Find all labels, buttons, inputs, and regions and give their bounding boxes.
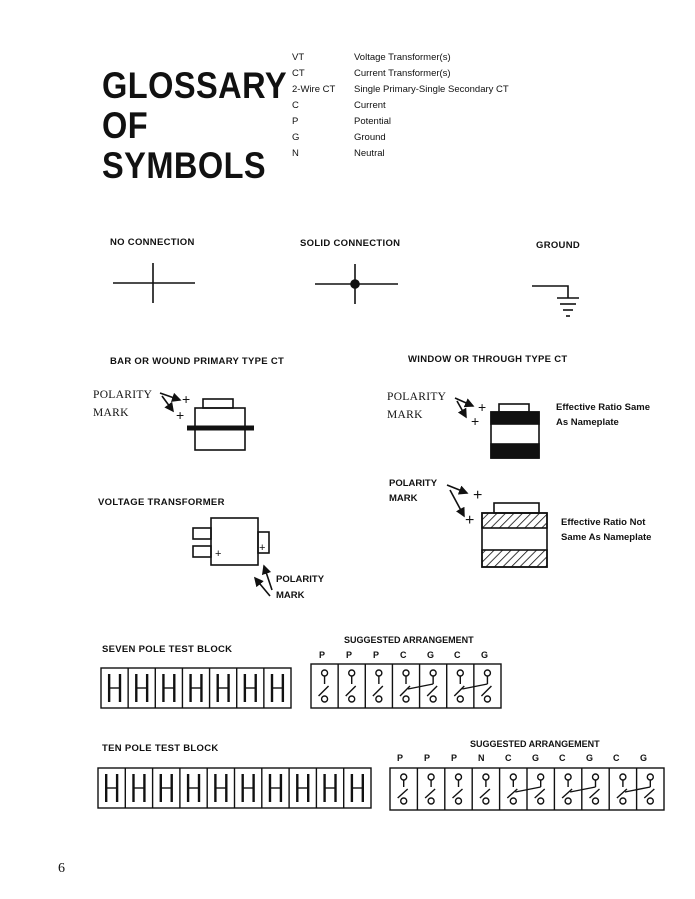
pole-letter: G bbox=[532, 753, 540, 763]
seven-pole-arrangement-heading: SUGGESTED ARRANGEMENT bbox=[344, 635, 474, 645]
vt-polarity-label: POLARITY bbox=[276, 574, 325, 585]
pole-letter: C bbox=[613, 753, 620, 763]
switch bbox=[538, 774, 544, 780]
seven-pole-heading: SEVEN POLE TEST BLOCK bbox=[102, 644, 233, 655]
solid-connection-label: SOLID CONNECTION bbox=[300, 238, 401, 249]
pole-letter: P bbox=[346, 650, 353, 660]
switch bbox=[401, 774, 407, 780]
svg-text:+: + bbox=[471, 413, 480, 429]
switch bbox=[403, 670, 409, 676]
title-line-3: SYMBOLS bbox=[102, 145, 267, 186]
switch bbox=[593, 774, 599, 780]
svg-text:+: + bbox=[176, 407, 185, 423]
svg-text:+: + bbox=[215, 548, 222, 560]
switch bbox=[322, 670, 328, 676]
vt-heading: VOLTAGE TRANSFORMER bbox=[98, 497, 225, 508]
switch bbox=[430, 670, 436, 676]
bar-ct-heading: BAR OR WOUND PRIMARY TYPE CT bbox=[110, 356, 285, 367]
no-connection-symbol bbox=[113, 263, 195, 303]
title-line-1: GLOSSARY bbox=[102, 65, 288, 106]
pole-letter: P bbox=[424, 753, 431, 763]
switch bbox=[456, 774, 462, 780]
switch bbox=[457, 670, 463, 676]
glossary-meaning: Potential bbox=[354, 116, 391, 127]
pole-letter: P bbox=[451, 753, 458, 763]
pole-letter: G bbox=[586, 753, 594, 763]
solid-connection-symbol bbox=[315, 264, 398, 304]
glossary-abbr: VT bbox=[292, 52, 305, 63]
window-ct-heading: WINDOW OR THROUGH TYPE CT bbox=[408, 354, 568, 365]
switch bbox=[647, 774, 653, 780]
glossary-meaning: Neutral bbox=[354, 148, 385, 159]
svg-text:+: + bbox=[473, 487, 483, 504]
ten-pole-arrangement-heading: SUGGESTED ARRANGEMENT bbox=[470, 739, 600, 749]
vt-symbol bbox=[193, 518, 272, 596]
pole-letter: C bbox=[505, 753, 512, 763]
page-number: 6 bbox=[58, 861, 65, 876]
glossary-meaning: Single Primary-Single Secondary CT bbox=[354, 84, 509, 95]
no-connection-label: NO CONNECTION bbox=[110, 237, 195, 248]
bar-ct-mark-label: MARK bbox=[93, 407, 129, 419]
glossary-abbr: N bbox=[292, 148, 299, 159]
window-ct-note-line-1: Effective Ratio Same bbox=[556, 402, 650, 413]
pole-letter: G bbox=[481, 650, 489, 660]
switch bbox=[565, 774, 571, 780]
window-ct2-note-line-2: Same As Nameplate bbox=[561, 532, 652, 543]
glossary-meaning: Ground bbox=[354, 132, 386, 143]
pole-letter: P bbox=[373, 650, 380, 660]
bar-ct-polarity-label: POLARITY bbox=[93, 389, 153, 401]
window-ct2-symbol bbox=[447, 485, 547, 567]
svg-text:+: + bbox=[465, 512, 475, 529]
switch bbox=[620, 774, 626, 780]
switch bbox=[510, 774, 516, 780]
glossary-abbr: 2-Wire CT bbox=[292, 84, 336, 95]
title-line-2: OF bbox=[102, 105, 149, 146]
pole-letter: C bbox=[400, 650, 407, 660]
switch bbox=[484, 670, 490, 676]
pole-letter: P bbox=[319, 650, 326, 660]
pole-letter: G bbox=[640, 753, 648, 763]
window-ct-polarity-label: POLARITY bbox=[387, 391, 447, 403]
window-ct2-mark-label: MARK bbox=[389, 493, 418, 504]
window-ct-symbol bbox=[455, 398, 539, 458]
vt-mark-label: MARK bbox=[276, 590, 305, 601]
window-ct-mark-label: MARK bbox=[387, 409, 423, 421]
glossary-meaning: Current Transformer(s) bbox=[354, 68, 451, 79]
test-blocks bbox=[98, 664, 664, 810]
ground-label: GROUND bbox=[536, 240, 581, 251]
pole-letter: N bbox=[478, 753, 485, 763]
svg-text:+: + bbox=[478, 399, 487, 415]
window-ct-note-line-2: As Nameplate bbox=[556, 417, 619, 428]
switch bbox=[483, 774, 489, 780]
window-ct2-polarity-label: POLARITY bbox=[389, 478, 438, 489]
glossary-abbr: P bbox=[292, 116, 299, 127]
glossary-abbr: C bbox=[292, 100, 299, 111]
svg-text:+: + bbox=[259, 542, 266, 554]
switch bbox=[428, 774, 434, 780]
pole-letter: C bbox=[454, 650, 461, 660]
window-ct2-note-line-1: Effective Ratio Not bbox=[561, 517, 646, 528]
ten-pole-heading: TEN POLE TEST BLOCK bbox=[102, 743, 219, 754]
ground-symbol bbox=[532, 286, 579, 316]
glossary-abbr: G bbox=[292, 132, 300, 143]
bar-ct-symbol bbox=[160, 391, 254, 450]
svg-text:+: + bbox=[182, 391, 191, 407]
switch bbox=[349, 670, 355, 676]
pole-letter: P bbox=[397, 753, 404, 763]
glossary-meaning: Current bbox=[354, 100, 386, 111]
switch bbox=[376, 670, 382, 676]
glossary-abbr: CT bbox=[292, 68, 305, 79]
pole-letter: C bbox=[559, 753, 566, 763]
pole-letter: G bbox=[427, 650, 435, 660]
glossary-meaning: Voltage Transformer(s) bbox=[354, 52, 451, 63]
